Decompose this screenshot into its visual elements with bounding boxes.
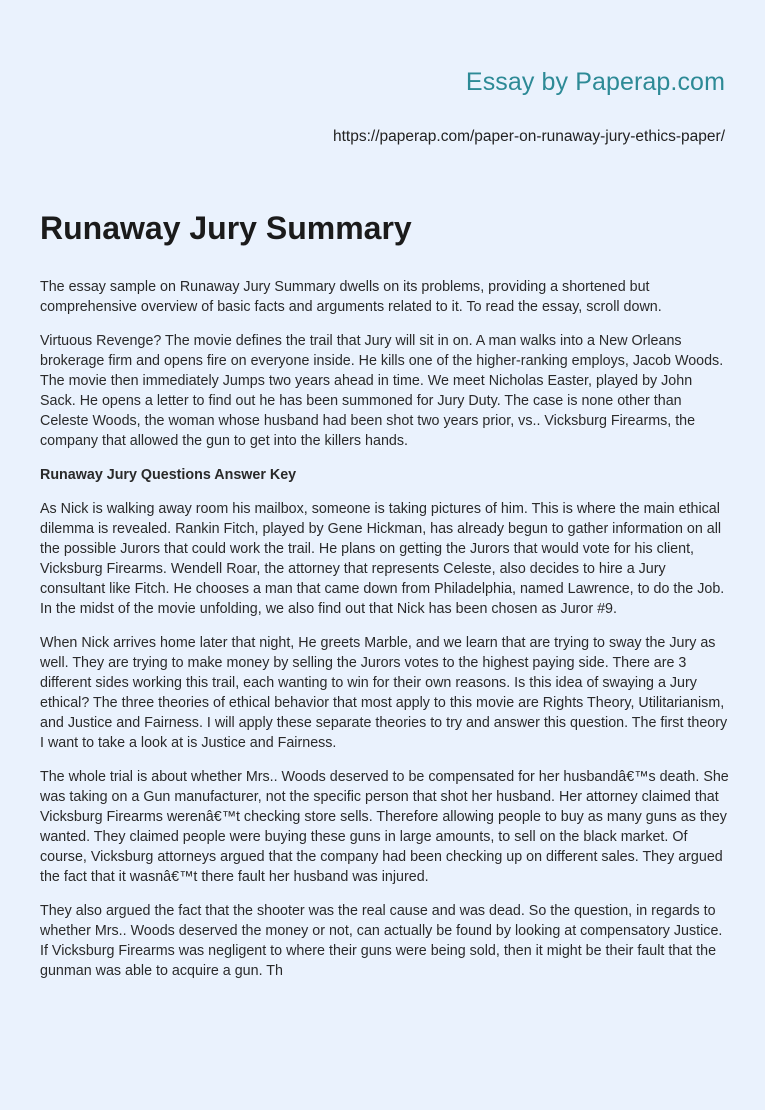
- essay-body: [40, 277, 730, 995]
- section-subheading: Runaway Jury Questions Answer Key: [40, 467, 297, 483]
- intro-paragraph: The essay sample on Runaway Jury Summary dwells on its problems, providing a shortened but comprehensive overview of basic facts and arguments related to it. To read the essay, scroll down.: [40, 279, 662, 315]
- body-paragraph: The whole trial is about whether Mrs.. Woods deserved to be compensated for her husbandâ€™s death. She was taking on a Gun manufacturer, not the specific person that shot her husband. Her attorney claimed that Vicksburg Firearms werenâ€™t checking store sells. Therefore allowing people to buy as many guns as they wanted. They claimed people were buying these guns in large amounts, to sell on the black market. Of course, Vicksburg attorneys argued that the company had been checking up on different sales. They argued the fact that it wasnâ€™t there fault her husband was injured.: [40, 769, 729, 885]
- body-paragraph: Virtuous Revenge? The movie defines the trail that Jury will sit in on. A man walks into a New Orleans brokerage firm and opens fire on everyone inside. He kills one of the higher-ranking employs, Jacob Woods. The movie then immediately Jumps two years ahead in time. We meet Nicholas Easter, played by John Sack. He opens a letter to find out he has been summoned for Jury Duty. The case is none other than Celeste Woods, the woman whose husband had been shot two years prior, vs.. Vicksburg Firearms, the company that allowed the gun to get into the killers hands.: [40, 333, 724, 449]
- body-paragraph: They also argued the fact that the shooter was the real cause and was dead. So the question, in regards to whether Mrs.. Woods deserved the money or not, can actually be found by looking at compensatory Justice. If Vicksburg Firearms was negligent to where their guns were being sold, then it might be their fault that the gunman was able to acquire a gun. Th: [40, 903, 723, 979]
- essay-title: Runaway Jury Summary: [40, 210, 412, 246]
- source-url[interactable]: https://paperap.com/paper-on-runaway-jury-ethics-paper/: [333, 128, 725, 145]
- body-paragraph: When Nick arrives home later that night, He greets Marble, and we learn that are trying to sway the Jury as well. They are trying to make money by selling the Jurors votes to the highest paying side. There are 3 different sides working this trail, each wanting to win for their own reasons. Is this idea of swaying a Jury ethical? The three theories of ethical behavior that most apply to this movie are Rights Theory, Utilitarianism, and Justice and Fairness. I will apply these separate theories to try and answer this question. The first theory I want to take a look at is Justice and Fairness.: [40, 635, 728, 751]
- body-paragraph: As Nick is walking away room his mailbox, someone is taking pictures of him. This is where the main ethical dilemma is revealed. Rankin Fitch, played by Gene Hickman, has already begun to gather information on all the possible Jurors that could work the trail. He plans on getting the Jurors that would vote for his client, Vicksburg Firearms. Wendell Roar, the attorney that represents Celeste, also decides to hire a Jury consultant like Fitch. He chooses a man that came down from Philadelphia, named Lawrence, to do the Job. In the midst of the movie unfolding, we also find out that Nick has been chosen as Juror #9.: [40, 501, 725, 617]
- site-brand[interactable]: Essay by Paperap.com: [465, 68, 725, 96]
